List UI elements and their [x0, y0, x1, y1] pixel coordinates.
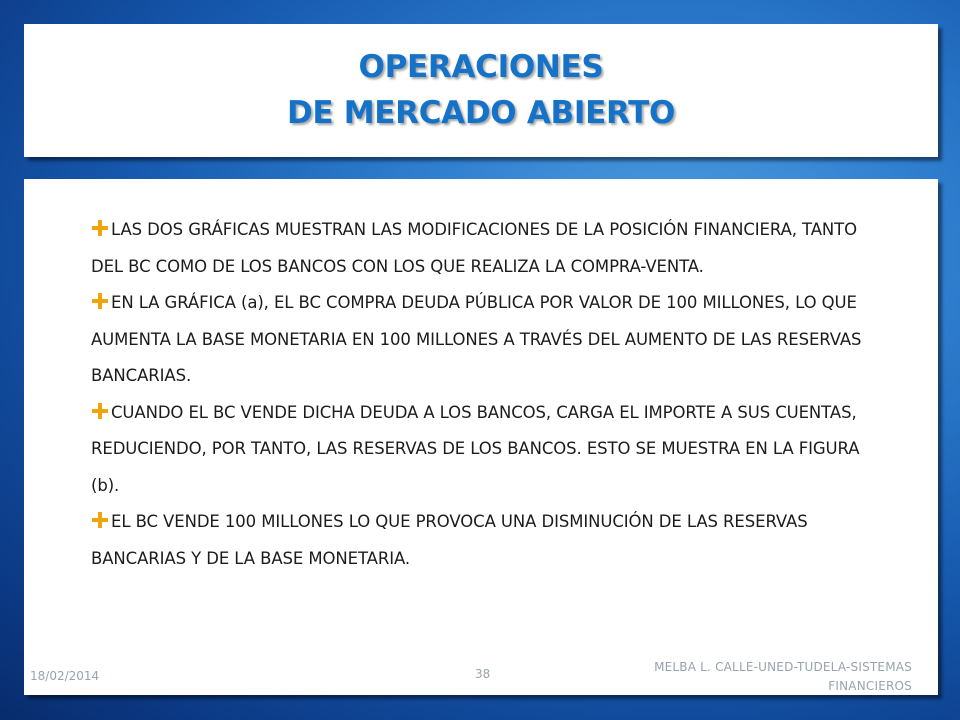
plus-icon — [91, 292, 109, 310]
bullet-item — [91, 504, 881, 577]
title-line-2: DE MERCADO ABIERTO — [286, 95, 676, 131]
plus-icon — [91, 402, 109, 420]
slide-title — [24, 24, 938, 136]
content-panel — [24, 179, 938, 695]
bullet-item — [91, 212, 881, 285]
bullet-text: CUANDO EL BC VENDE DICHA DEUDA A LOS BANCOS, CARGA EL IMPORTE A SUS CUENTAS, REDUCIENDO, POR TANTO, LAS RESERVAS DE LOS BANCOS. ESTO SE MUESTRA EN LA FIGURA (b). — [91, 402, 860, 495]
bullet-text: LAS DOS GRÁFICAS MUESTRAN LAS MODIFICACIONES DE LA POSICIÓN FINANCIERA, TANTO DEL BC COMO DE LOS BANCOS CON LOS QUE REALIZA LA COMPRA-VENTA. — [91, 220, 858, 276]
footer-author-line-2: FINANCIEROS — [828, 679, 912, 693]
bullet-text: EN LA GRÁFICA (a), EL BC COMPRA DEUDA PÚBLICA POR VALOR DE 100 MILLONES, LO QUE AUMENTA LA BASE MONETARIA EN 100 MILLONES A TRAVÉS DEL AUMENTO DE LAS RESERVAS BANCARIAS. — [91, 293, 862, 385]
title-line-1: OPERACIONES — [358, 49, 604, 85]
title-panel — [24, 24, 938, 157]
footer-author — [572, 658, 912, 696]
page-number: 38 — [475, 667, 491, 681]
plus-icon — [91, 219, 109, 237]
bullet-item — [91, 395, 881, 505]
plus-icon — [91, 511, 109, 529]
bullet-text: EL BC VENDE 100 MILLONES LO QUE PROVOCA UNA DISMINUCIÓN DE LAS RESERVAS BANCARIAS Y DE LA BASE MONETARIA. — [91, 512, 808, 568]
bullet-list — [91, 212, 881, 577]
footer-author-line-1: MELBA L. CALLE-UNED-TUDELA-SISTEMAS — [654, 660, 912, 674]
footer-date: 18/02/2014 — [30, 669, 100, 683]
bullet-item — [91, 285, 881, 395]
